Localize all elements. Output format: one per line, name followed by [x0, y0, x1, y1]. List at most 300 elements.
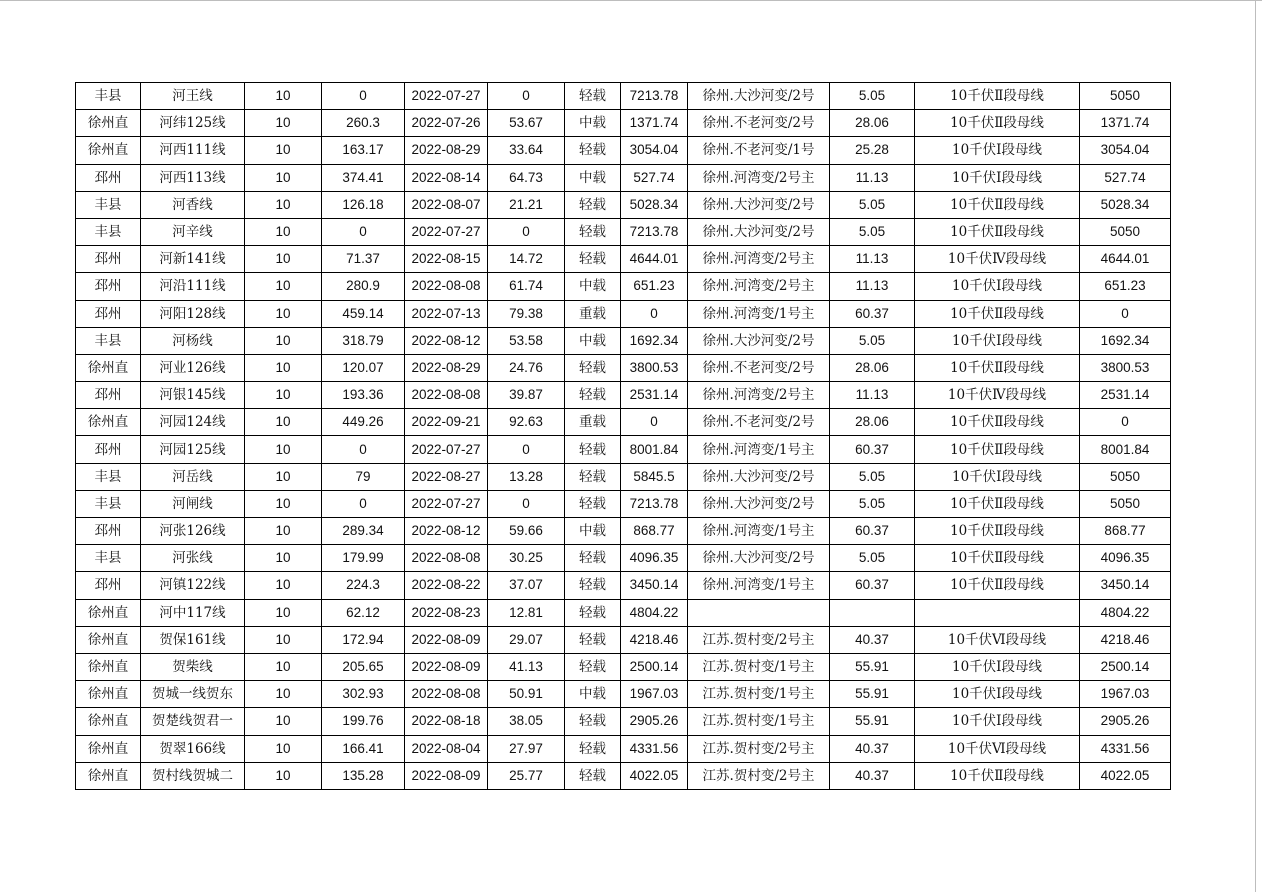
region-cell: 徐州直 — [76, 599, 141, 626]
date-cell: 2022-07-27 — [405, 83, 488, 110]
load-status-cell: 轻载 — [565, 354, 621, 381]
table-row — [76, 708, 1171, 735]
available-capacity-cell: 5028.34 — [1080, 191, 1171, 218]
line-name-cell: 河王线 — [141, 83, 245, 110]
main-transformer-load-cell: 60.37 — [830, 300, 915, 327]
current-cell: 0 — [322, 218, 405, 245]
substation-cell: 徐州.不老河变/1号 — [688, 137, 830, 164]
table-row — [76, 436, 1171, 463]
line-name-cell: 河闸线 — [141, 490, 245, 517]
table-row — [76, 327, 1171, 354]
busbar-cell: 10千伏Ⅱ段母线 — [915, 110, 1080, 137]
current-cell: 135.28 — [322, 762, 405, 789]
load-status-cell: 中载 — [565, 681, 621, 708]
capacity-cell: 4096.35 — [621, 545, 688, 572]
busbar-cell: 10千伏Ⅱ段母线 — [915, 762, 1080, 789]
table-row — [76, 490, 1171, 517]
region-cell: 徐州直 — [76, 409, 141, 436]
load-status-cell: 重载 — [565, 409, 621, 436]
main-transformer-load-cell: 5.05 — [830, 191, 915, 218]
main-transformer-load-cell: 5.05 — [830, 490, 915, 517]
load-status-cell: 轻载 — [565, 735, 621, 762]
substation-cell: 徐州.不老河变/2号 — [688, 409, 830, 436]
region-cell: 邳州 — [76, 164, 141, 191]
region-cell: 徐州直 — [76, 681, 141, 708]
date-cell: 2022-09-21 — [405, 409, 488, 436]
region-cell: 丰县 — [76, 218, 141, 245]
substation-cell: 徐州.大沙河变/2号 — [688, 218, 830, 245]
line-name-cell: 河杨线 — [141, 327, 245, 354]
region-cell: 邳州 — [76, 436, 141, 463]
busbar-cell: 10千伏Ⅵ段母线 — [915, 735, 1080, 762]
busbar-cell: 10千伏Ⅱ段母线 — [915, 300, 1080, 327]
load-status-cell: 轻载 — [565, 83, 621, 110]
substation-cell: 江苏.贺村变/2号主 — [688, 735, 830, 762]
line-name-cell: 河香线 — [141, 191, 245, 218]
table-row — [76, 572, 1171, 599]
load-rate-cell: 64.73 — [488, 164, 565, 191]
capacity-cell: 8001.84 — [621, 436, 688, 463]
date-cell: 2022-07-26 — [405, 110, 488, 137]
capacity-cell: 651.23 — [621, 273, 688, 300]
capacity-cell: 4218.46 — [621, 626, 688, 653]
available-capacity-cell: 4331.56 — [1080, 735, 1171, 762]
substation-cell: 徐州.不老河变/2号 — [688, 110, 830, 137]
region-cell: 邳州 — [76, 273, 141, 300]
load-rate-cell: 30.25 — [488, 545, 565, 572]
capacity-cell: 1967.03 — [621, 681, 688, 708]
voltage-cell: 10 — [245, 762, 322, 789]
main-transformer-load-cell: 55.91 — [830, 653, 915, 680]
date-cell: 2022-08-08 — [405, 382, 488, 409]
line-name-cell: 贺楚线贺君一 — [141, 708, 245, 735]
current-cell: 302.93 — [322, 681, 405, 708]
date-cell: 2022-08-08 — [405, 545, 488, 572]
load-rate-cell: 24.76 — [488, 354, 565, 381]
line-name-cell: 贺保161线 — [141, 626, 245, 653]
line-name-cell: 河银145线 — [141, 382, 245, 409]
load-rate-cell: 92.63 — [488, 409, 565, 436]
region-cell: 邳州 — [76, 518, 141, 545]
busbar-cell: 10千伏Ⅱ段母线 — [915, 545, 1080, 572]
available-capacity-cell: 3450.14 — [1080, 572, 1171, 599]
main-transformer-load-cell: 40.37 — [830, 762, 915, 789]
capacity-cell: 2500.14 — [621, 653, 688, 680]
load-status-cell: 轻载 — [565, 382, 621, 409]
main-transformer-load-cell: 11.13 — [830, 246, 915, 273]
line-name-cell: 贺城一线贺东 — [141, 681, 245, 708]
busbar-cell: 10千伏Ⅱ段母线 — [915, 83, 1080, 110]
load-rate-cell: 50.91 — [488, 681, 565, 708]
capacity-cell: 5845.5 — [621, 463, 688, 490]
voltage-cell: 10 — [245, 382, 322, 409]
main-transformer-load-cell: 11.13 — [830, 273, 915, 300]
load-rate-cell: 41.13 — [488, 653, 565, 680]
voltage-cell: 10 — [245, 681, 322, 708]
substation-cell: 徐州.大沙河变/2号 — [688, 191, 830, 218]
table-row — [76, 762, 1171, 789]
load-status-cell: 中载 — [565, 164, 621, 191]
load-rate-cell: 29.07 — [488, 626, 565, 653]
region-cell: 邳州 — [76, 300, 141, 327]
voltage-cell: 10 — [245, 327, 322, 354]
date-cell: 2022-07-13 — [405, 300, 488, 327]
voltage-cell: 10 — [245, 191, 322, 218]
available-capacity-cell: 5050 — [1080, 490, 1171, 517]
busbar-cell: 10千伏Ⅱ段母线 — [915, 409, 1080, 436]
main-transformer-load-cell: 28.06 — [830, 354, 915, 381]
available-capacity-cell: 4096.35 — [1080, 545, 1171, 572]
line-name-cell: 贺村线贺城二 — [141, 762, 245, 789]
date-cell: 2022-08-09 — [405, 762, 488, 789]
load-rate-cell: 12.81 — [488, 599, 565, 626]
line-name-cell: 河新141线 — [141, 246, 245, 273]
current-cell: 62.12 — [322, 599, 405, 626]
busbar-cell: 10千伏Ⅰ段母线 — [915, 164, 1080, 191]
region-cell: 丰县 — [76, 191, 141, 218]
date-cell: 2022-08-08 — [405, 681, 488, 708]
voltage-cell: 10 — [245, 273, 322, 300]
capacity-cell: 5028.34 — [621, 191, 688, 218]
main-transformer-load-cell: 60.37 — [830, 436, 915, 463]
load-status-cell: 中载 — [565, 273, 621, 300]
capacity-cell: 3800.53 — [621, 354, 688, 381]
substation-cell: 徐州.大沙河变/2号 — [688, 327, 830, 354]
substation-cell: 徐州.不老河变/2号 — [688, 354, 830, 381]
current-cell: 199.76 — [322, 708, 405, 735]
busbar-cell: 10千伏Ⅰ段母线 — [915, 273, 1080, 300]
date-cell: 2022-08-12 — [405, 327, 488, 354]
available-capacity-cell: 0 — [1080, 300, 1171, 327]
region-cell: 丰县 — [76, 83, 141, 110]
available-capacity-cell: 0 — [1080, 409, 1171, 436]
substation-cell: 徐州.河湾变/2号主 — [688, 164, 830, 191]
voltage-cell: 10 — [245, 572, 322, 599]
date-cell: 2022-08-22 — [405, 572, 488, 599]
busbar-cell: 10千伏Ⅱ段母线 — [915, 518, 1080, 545]
capacity-cell: 4022.05 — [621, 762, 688, 789]
table-row — [76, 518, 1171, 545]
main-transformer-load-cell: 5.05 — [830, 218, 915, 245]
voltage-cell: 10 — [245, 83, 322, 110]
region-cell: 丰县 — [76, 463, 141, 490]
line-name-cell: 河镇122线 — [141, 572, 245, 599]
load-status-cell: 轻载 — [565, 246, 621, 273]
current-cell: 374.41 — [322, 164, 405, 191]
region-cell: 徐州直 — [76, 708, 141, 735]
capacity-cell: 7213.78 — [621, 218, 688, 245]
main-transformer-load-cell: 28.06 — [830, 110, 915, 137]
region-cell: 丰县 — [76, 327, 141, 354]
voltage-cell: 10 — [245, 545, 322, 572]
substation-cell: 江苏.贺村变/1号主 — [688, 708, 830, 735]
table-row — [76, 599, 1171, 626]
load-status-cell: 重载 — [565, 300, 621, 327]
busbar-cell: 10千伏Ⅱ段母线 — [915, 354, 1080, 381]
main-transformer-load-cell: 55.91 — [830, 681, 915, 708]
main-transformer-load-cell: 25.28 — [830, 137, 915, 164]
busbar-cell: 10千伏Ⅱ段母线 — [915, 191, 1080, 218]
voltage-cell: 10 — [245, 463, 322, 490]
main-transformer-load-cell: 5.05 — [830, 463, 915, 490]
line-name-cell: 河西111线 — [141, 137, 245, 164]
load-status-cell: 轻载 — [565, 708, 621, 735]
capacity-cell: 0 — [621, 300, 688, 327]
current-cell: 0 — [322, 83, 405, 110]
substation-cell: 徐州.大沙河变/2号 — [688, 545, 830, 572]
available-capacity-cell: 3054.04 — [1080, 137, 1171, 164]
available-capacity-cell: 1967.03 — [1080, 681, 1171, 708]
capacity-cell: 2531.14 — [621, 382, 688, 409]
table-row — [76, 137, 1171, 164]
substation-cell: 江苏.贺村变/1号主 — [688, 681, 830, 708]
voltage-cell: 10 — [245, 110, 322, 137]
main-transformer-load-cell: 55.91 — [830, 708, 915, 735]
available-capacity-cell: 5050 — [1080, 218, 1171, 245]
available-capacity-cell: 3800.53 — [1080, 354, 1171, 381]
load-status-cell: 轻载 — [565, 653, 621, 680]
load-status-cell: 轻载 — [565, 463, 621, 490]
load-rate-cell: 38.05 — [488, 708, 565, 735]
busbar-cell: 10千伏Ⅰ段母线 — [915, 653, 1080, 680]
voltage-cell: 10 — [245, 218, 322, 245]
line-name-cell: 河张126线 — [141, 518, 245, 545]
table-row — [76, 681, 1171, 708]
load-rate-cell: 27.97 — [488, 735, 565, 762]
load-status-cell: 轻载 — [565, 218, 621, 245]
current-cell: 289.34 — [322, 518, 405, 545]
available-capacity-cell: 1371.74 — [1080, 110, 1171, 137]
main-transformer-load-cell: 5.05 — [830, 83, 915, 110]
voltage-cell: 10 — [245, 246, 322, 273]
load-rate-cell: 39.87 — [488, 382, 565, 409]
load-status-cell: 轻载 — [565, 572, 621, 599]
busbar-cell: 10千伏Ⅰ段母线 — [915, 463, 1080, 490]
load-status-cell: 轻载 — [565, 436, 621, 463]
region-cell: 徐州直 — [76, 762, 141, 789]
load-rate-cell: 21.21 — [488, 191, 565, 218]
current-cell: 459.14 — [322, 300, 405, 327]
substation-cell: 徐州.大沙河变/2号 — [688, 83, 830, 110]
available-capacity-cell: 4644.01 — [1080, 246, 1171, 273]
main-transformer-load-cell: 40.37 — [830, 626, 915, 653]
current-cell: 172.94 — [322, 626, 405, 653]
date-cell: 2022-08-29 — [405, 354, 488, 381]
substation-cell: 徐州.大沙河变/2号 — [688, 490, 830, 517]
load-rate-cell: 79.38 — [488, 300, 565, 327]
load-rate-cell: 13.28 — [488, 463, 565, 490]
data-table — [75, 82, 1171, 790]
region-cell: 徐州直 — [76, 354, 141, 381]
date-cell: 2022-07-27 — [405, 218, 488, 245]
line-name-cell: 河纬125线 — [141, 110, 245, 137]
available-capacity-cell: 868.77 — [1080, 518, 1171, 545]
date-cell: 2022-07-27 — [405, 436, 488, 463]
current-cell: 193.36 — [322, 382, 405, 409]
date-cell: 2022-08-08 — [405, 273, 488, 300]
capacity-cell: 3450.14 — [621, 572, 688, 599]
capacity-cell: 1371.74 — [621, 110, 688, 137]
line-name-cell: 河业126线 — [141, 354, 245, 381]
busbar-cell: 10千伏Ⅰ段母线 — [915, 681, 1080, 708]
date-cell: 2022-08-12 — [405, 518, 488, 545]
capacity-cell: 7213.78 — [621, 83, 688, 110]
load-status-cell: 中载 — [565, 110, 621, 137]
voltage-cell: 10 — [245, 653, 322, 680]
voltage-cell: 10 — [245, 490, 322, 517]
region-cell: 徐州直 — [76, 653, 141, 680]
available-capacity-cell: 5050 — [1080, 83, 1171, 110]
capacity-cell: 868.77 — [621, 518, 688, 545]
current-cell: 224.3 — [322, 572, 405, 599]
substation-cell: 徐州.河湾变/1号主 — [688, 572, 830, 599]
table-row — [76, 110, 1171, 137]
region-cell: 邳州 — [76, 246, 141, 273]
load-status-cell: 轻载 — [565, 545, 621, 572]
date-cell: 2022-08-04 — [405, 735, 488, 762]
capacity-cell: 0 — [621, 409, 688, 436]
line-name-cell: 河岳线 — [141, 463, 245, 490]
capacity-cell: 7213.78 — [621, 490, 688, 517]
date-cell: 2022-07-27 — [405, 490, 488, 517]
region-cell: 徐州直 — [76, 735, 141, 762]
busbar-cell: 10千伏Ⅳ段母线 — [915, 382, 1080, 409]
main-transformer-load-cell: 11.13 — [830, 382, 915, 409]
line-name-cell: 河沿111线 — [141, 273, 245, 300]
load-status-cell: 中载 — [565, 327, 621, 354]
voltage-cell: 10 — [245, 164, 322, 191]
main-transformer-load-cell: 11.13 — [830, 164, 915, 191]
available-capacity-cell: 8001.84 — [1080, 436, 1171, 463]
available-capacity-cell: 4804.22 — [1080, 599, 1171, 626]
region-cell: 丰县 — [76, 490, 141, 517]
busbar-cell: 10千伏Ⅰ段母线 — [915, 708, 1080, 735]
substation-cell: 江苏.贺村变/2号主 — [688, 762, 830, 789]
current-cell: 260.3 — [322, 110, 405, 137]
line-name-cell: 河园125线 — [141, 436, 245, 463]
available-capacity-cell: 527.74 — [1080, 164, 1171, 191]
table-row — [76, 246, 1171, 273]
capacity-cell: 4331.56 — [621, 735, 688, 762]
capacity-cell: 2905.26 — [621, 708, 688, 735]
main-transformer-load-cell: 5.05 — [830, 545, 915, 572]
busbar-cell: 10千伏Ⅱ段母线 — [915, 436, 1080, 463]
substation-cell: 江苏.贺村变/2号主 — [688, 626, 830, 653]
table-row — [76, 218, 1171, 245]
load-rate-cell: 0 — [488, 490, 565, 517]
available-capacity-cell: 2531.14 — [1080, 382, 1171, 409]
main-transformer-load-cell: 40.37 — [830, 735, 915, 762]
voltage-cell: 10 — [245, 354, 322, 381]
available-capacity-cell: 4022.05 — [1080, 762, 1171, 789]
substation-cell: 徐州.河湾变/1号主 — [688, 300, 830, 327]
load-rate-cell: 37.07 — [488, 572, 565, 599]
region-cell: 邳州 — [76, 572, 141, 599]
voltage-cell: 10 — [245, 436, 322, 463]
load-status-cell: 轻载 — [565, 626, 621, 653]
current-cell: 120.07 — [322, 354, 405, 381]
current-cell: 163.17 — [322, 137, 405, 164]
main-transformer-load-cell: 60.37 — [830, 572, 915, 599]
line-name-cell: 河西113线 — [141, 164, 245, 191]
region-cell: 徐州直 — [76, 110, 141, 137]
region-cell: 邳州 — [76, 382, 141, 409]
load-status-cell: 轻载 — [565, 191, 621, 218]
load-status-cell: 轻载 — [565, 490, 621, 517]
line-name-cell: 贺翠166线 — [141, 735, 245, 762]
region-cell: 丰县 — [76, 545, 141, 572]
substation-cell: 徐州.河湾变/2号主 — [688, 382, 830, 409]
date-cell: 2022-08-29 — [405, 137, 488, 164]
table-row — [76, 273, 1171, 300]
capacity-cell: 3054.04 — [621, 137, 688, 164]
line-name-cell: 贺柴线 — [141, 653, 245, 680]
line-name-cell: 河园124线 — [141, 409, 245, 436]
voltage-cell: 10 — [245, 708, 322, 735]
load-rate-cell: 0 — [488, 83, 565, 110]
current-cell: 318.79 — [322, 327, 405, 354]
voltage-cell: 10 — [245, 137, 322, 164]
main-transformer-load-cell — [830, 599, 915, 626]
substation-cell: 徐州.河湾变/1号主 — [688, 436, 830, 463]
date-cell: 2022-08-18 — [405, 708, 488, 735]
capacity-cell: 4804.22 — [621, 599, 688, 626]
table-row — [76, 626, 1171, 653]
voltage-cell: 10 — [245, 599, 322, 626]
load-rate-cell: 59.66 — [488, 518, 565, 545]
load-rate-cell: 0 — [488, 218, 565, 245]
line-name-cell: 河中117线 — [141, 599, 245, 626]
page-top-border — [0, 0, 1262, 1]
load-rate-cell: 53.58 — [488, 327, 565, 354]
line-name-cell: 河阳128线 — [141, 300, 245, 327]
table-row — [76, 409, 1171, 436]
busbar-cell: 10千伏Ⅰ段母线 — [915, 327, 1080, 354]
substation-cell: 徐州.河湾变/2号主 — [688, 273, 830, 300]
main-transformer-load-cell: 60.37 — [830, 518, 915, 545]
substation-cell: 徐州.大沙河变/2号 — [688, 463, 830, 490]
table-row — [76, 164, 1171, 191]
substation-cell — [688, 599, 830, 626]
substation-cell: 徐州.河湾变/1号主 — [688, 518, 830, 545]
available-capacity-cell: 2905.26 — [1080, 708, 1171, 735]
voltage-cell: 10 — [245, 300, 322, 327]
main-transformer-load-cell: 28.06 — [830, 409, 915, 436]
table-row — [76, 382, 1171, 409]
current-cell: 126.18 — [322, 191, 405, 218]
page-right-border — [1255, 0, 1256, 892]
table-row — [76, 653, 1171, 680]
voltage-cell: 10 — [245, 409, 322, 436]
busbar-cell: 10千伏Ⅱ段母线 — [915, 572, 1080, 599]
available-capacity-cell: 2500.14 — [1080, 653, 1171, 680]
table-row — [76, 300, 1171, 327]
current-cell: 280.9 — [322, 273, 405, 300]
busbar-cell: 10千伏Ⅳ段母线 — [915, 246, 1080, 273]
current-cell: 179.99 — [322, 545, 405, 572]
table-row — [76, 463, 1171, 490]
available-capacity-cell: 4218.46 — [1080, 626, 1171, 653]
load-rate-cell: 25.77 — [488, 762, 565, 789]
date-cell: 2022-08-27 — [405, 463, 488, 490]
load-status-cell: 轻载 — [565, 137, 621, 164]
load-rate-cell: 33.64 — [488, 137, 565, 164]
current-cell: 449.26 — [322, 409, 405, 436]
region-cell: 徐州直 — [76, 137, 141, 164]
load-status-cell: 轻载 — [565, 599, 621, 626]
date-cell: 2022-08-09 — [405, 653, 488, 680]
capacity-cell: 4644.01 — [621, 246, 688, 273]
